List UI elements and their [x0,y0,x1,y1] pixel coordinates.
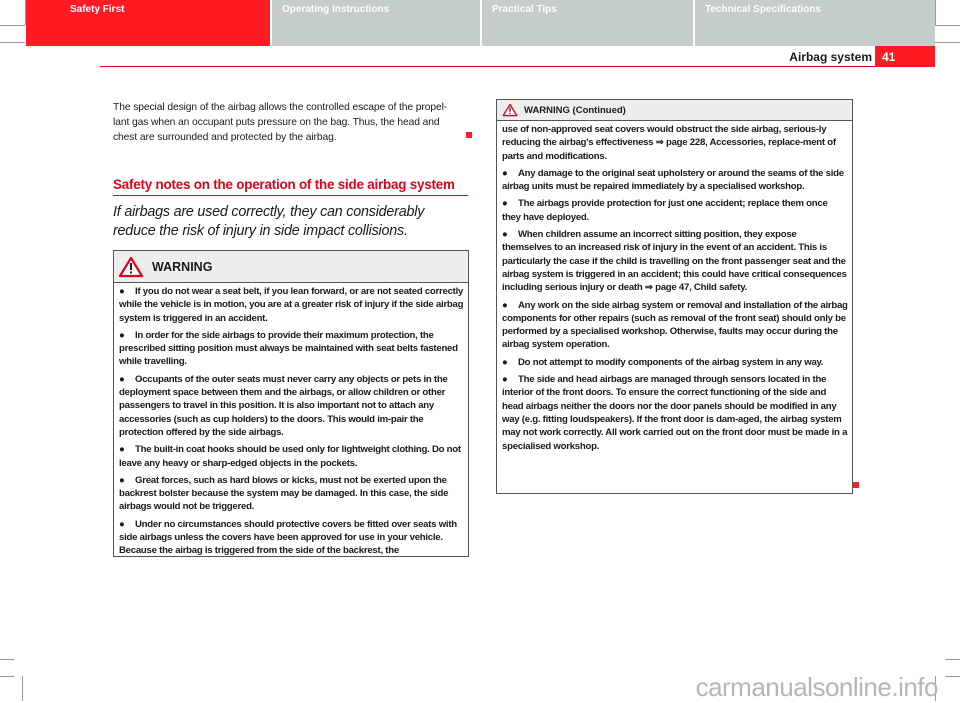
crop-mark [0,25,25,26]
warning-item [119,518,464,558]
crop-mark [0,659,14,660]
watermark: carmanualsonline.info [695,672,938,702]
warning-triangle-icon [118,256,144,278]
warning-body [114,283,468,564]
bullet-icon: ● [119,373,125,385]
item-text: The built-in coat hooks should be used only for lightweight clothing. Do not leave any heavy or sharp-edged objects in the pockets. [119,444,461,469]
item-text: The side and head airbags are managed through sensors located in the interior of the front doors. To ensure the correct functioning of the side and head airbags neither the doors nor the door panels should be modified in any way (e.g. fitting loudspeakers). If the front door is dam-aged, the airbag system may not work correctly. All work carried out on the front door must be made in a specialised workshop. [502,374,848,452]
crop-mark [935,0,936,25]
crop-mark [22,676,23,701]
item-text: Do not attempt to modify components of the airbag system in any way. [518,356,824,368]
item-text: In order for the side airbags to provide their maximum protection, the prescribed sitting position must always be maintained with seat belts fastened while travelling. [119,329,458,368]
bullet-icon: ● [502,356,508,368]
item-text: Operating Instructions [282,4,390,15]
crop-mark [0,42,25,43]
warning-header [114,251,468,283]
warning-title: WARNING [152,259,213,274]
footer-tab-technical-specifications[interactable] [695,0,935,46]
bullet-icon: ● [119,444,125,456]
warning-continued-title: WARNING (Continued) [524,104,626,116]
warning-item [502,228,848,294]
warning-continued-body [497,121,852,459]
bullet-icon: ● [502,198,508,210]
item-text: Under no circumstances should protective covers be fitted over seats with side airbags unless the covers have been approved for use in your vehicle. Because the airbag is triggered from the side of the backrest, the [119,518,457,557]
warning-item [502,356,848,369]
end-of-section-marker [853,482,859,488]
item-text: If you do not wear a seat belt, if you lean forward, or are not seated correctly while the vehicle is in motion, you are at a greater risk of injury if the side airbag system is triggered in an accident. [119,286,464,324]
crop-mark [945,676,960,677]
warning-item [119,474,464,514]
bullet-icon: ● [119,518,125,530]
item-text: Practical Tips [492,4,557,15]
crop-mark [945,659,960,660]
section-lead: If airbags are used correctly, they can considerably reduce the risk of injury in side impact collisions. [113,204,425,239]
end-of-section-marker [466,132,472,138]
warning-item [502,197,848,224]
warning-item [502,299,848,352]
section-heading: Safety notes on the operation of the side airbag system [113,177,468,196]
crop-mark [935,25,960,26]
bullet-icon: ● [119,474,125,486]
item-text: Great forces, such as hard blows or kicks, must not be exerted upon the backrest bolster because the system may be damaged. In this case, the side airbags would not be triggered. [119,474,449,513]
item-text: Any work on the side airbag system or removal and installation of the airbag components for other repairs (such as removal of the front seat) should only be performed by a specialised workshop. Otherwise, faults may occur during the airbag system operation. [502,299,848,351]
bullet-icon: ● [502,229,508,241]
item-text: Technical Specifications [705,4,821,15]
warning-item [119,443,464,470]
item-text: The airbags provide protection for just one accident; replace them once they have deployed. [502,198,828,223]
warning-item [502,373,848,453]
crop-mark [935,42,960,43]
footer-tab-practical-tips[interactable] [482,0,693,46]
warning-continued-box [496,99,853,494]
page-number: 41 [882,50,896,64]
warning-triangle-icon [502,103,518,117]
bullet-icon: ● [502,167,508,179]
footer-tab-operating-instructions[interactable] [272,0,480,46]
header-rule [100,66,875,67]
header-section-title: Airbag system [789,50,872,64]
bullet-icon: ● [119,286,125,297]
warning-item [119,285,464,325]
warning-item [502,167,848,194]
item-text: Occupants of the outer seats must never carry any objects or pets in the deployment space between them and the airbags, or allow children or other passengers to travel in this position. It is also important not to attach any accessories (such as cup holders) to the doors. This would im-pair the protection offered by the side airbags. [119,373,448,438]
bullet-icon: ● [119,329,125,341]
footer-tab-safety-first[interactable] [26,0,270,46]
warning-box [113,250,469,557]
bullet-icon: ● [502,374,508,386]
warning-item [119,329,464,369]
item-text: When children assume an incorrect sitting position, they expose themselves to an increased risk of injury in the event of an accident. This is particularly the case if the child is travelling on the front passenger seat and the airbag system is triggered in an accident; this could have critical consequences including serious injury or death ⇒ page 47, Child safety. [502,229,847,294]
bullet-icon: ● [502,299,508,311]
intro-paragraph: The special design of the airbag allows the controlled escape of the propel-lant gas when an occupant puts pressure on the bag. Thus, the head and chest are surrounded and protected by the airbag. [113,102,448,143]
warning-continued-header [497,100,852,121]
crop-mark [0,676,14,677]
warning-continuation: use of non-approved seat covers would obstruct the side airbag, serious-ly reducing the airbag's effectiveness ⇒ page 228, Accessories, replace-ment of parts and modifications. [502,124,836,162]
item-text: Safety First [70,4,125,15]
warning-item [119,373,464,439]
item-text: Any damage to the original seat upholstery or around the seams of the side airbag units must be repaired immediately by a specialised workshop. [502,167,844,193]
